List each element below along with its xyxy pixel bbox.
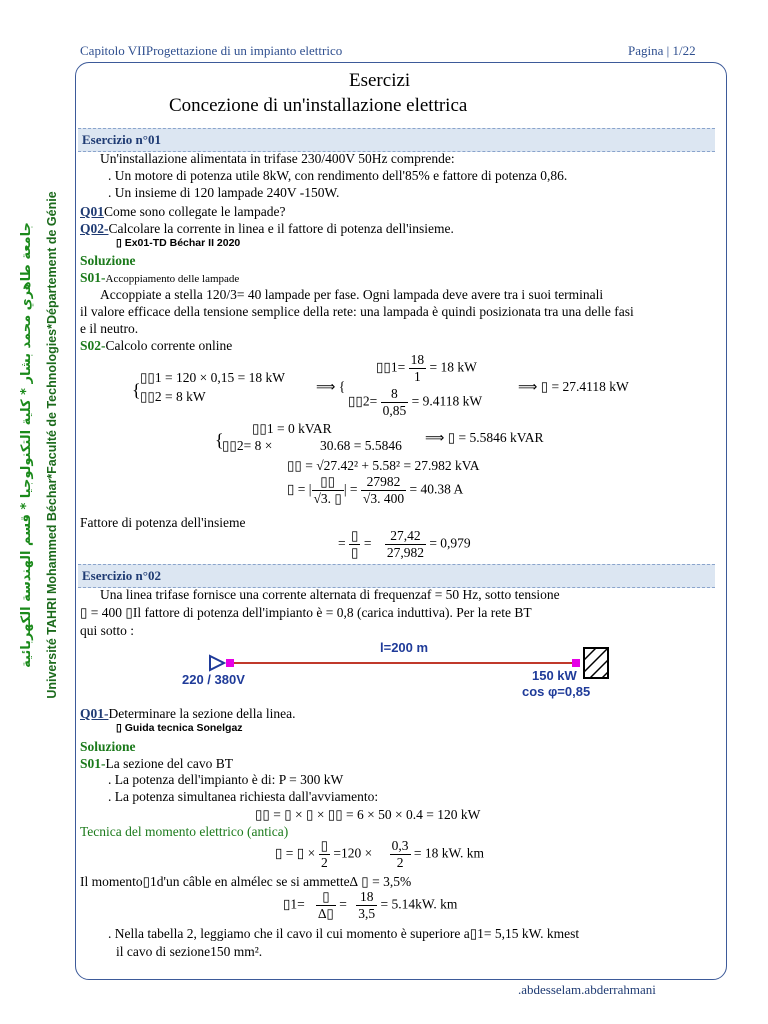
ex1-s02 xyxy=(80,338,232,354)
eq-a1-right: = 18 kW xyxy=(429,359,477,375)
eq-m-num2: 0,3 xyxy=(391,838,409,853)
page-title: Esercizi xyxy=(349,70,411,91)
eq-i-den2: √3. 400 xyxy=(362,491,405,506)
sidebar-french-text: Université TAHRI Mohammed Béchar*Faculté de Technologies*Département de Génie xyxy=(45,191,59,699)
eq-m1-num2: 18 xyxy=(356,889,377,906)
diagram-svg xyxy=(180,638,620,700)
eq-m1-left: ▯1= xyxy=(283,896,305,912)
cos-label: cos φ=0,85 xyxy=(522,684,591,699)
eq-m-right: = 18 kW. km xyxy=(413,845,485,861)
ex2-s01-label: S01- xyxy=(80,756,106,771)
eq-a1 xyxy=(376,352,477,385)
network-diagram xyxy=(180,638,620,700)
sidebar-arabic-text: جامعة طاهري محمد بشار * كلية التكنولوجيا * قسم الهندسة الكهربائية xyxy=(19,222,34,668)
s02-label: S02- xyxy=(80,338,106,353)
end-node xyxy=(572,659,580,667)
eq-q-result: ⟹ ▯ = 5.5846 kVAR xyxy=(425,430,544,445)
eq-m1-mid: = xyxy=(339,896,347,912)
eq-a1-den: 1 xyxy=(413,369,421,384)
eq-m-mid: =120 × xyxy=(333,845,373,861)
ex1-s01-p1: Accoppiate a stella 120/3= 40 lampade per fase. Ogni lampada deve avere tra i suoi terminali xyxy=(100,287,604,302)
eq-m-left: ▯ = ▯ × xyxy=(275,845,316,861)
ex1-reference: ▯ Ex01-TD Béchar II 2020 xyxy=(116,237,241,249)
brace-left-1: { xyxy=(132,380,141,400)
eq-pf-left: = xyxy=(338,535,346,551)
ex1-item-1: . Un motore di potenza utile 8kW, con rendimento dell'85% e fattore di potenza 0,86. xyxy=(108,168,568,183)
chapter-header: Capitolo VIIProgettazione di un impianto elettrico xyxy=(80,43,343,58)
eq-i-left: ▯ = xyxy=(287,481,306,497)
ex1-s01 xyxy=(80,270,239,286)
sidebar-vertical-text xyxy=(8,140,68,750)
eq-i-num1: ▯▯ xyxy=(312,474,344,491)
s02-title: Calcolo corrente online xyxy=(105,338,233,353)
eq-pf-right: = 0,979 xyxy=(429,535,471,551)
eq-m xyxy=(275,838,484,871)
eq-m1-num: ▯ xyxy=(316,889,336,906)
eq-i-num2: 27982 xyxy=(361,474,406,491)
eq-a1-left: ▯▯1= xyxy=(376,359,406,375)
q1-label: Q01 xyxy=(80,204,105,219)
ex2-s01-title: La sezione del cavo BT xyxy=(105,756,233,771)
author-footer: .abdesselam.abderrahmani xyxy=(518,982,656,997)
ex2-s01 xyxy=(80,756,233,772)
ex2-end-1: . Nella tabella 2, leggiamo che il cavo il cui momento è superiore a▯1= 5,15 kW. kmest xyxy=(108,926,580,941)
eq-a2-right: = 9.4118 kW xyxy=(411,393,483,409)
eq-p2: ▯▯2 = 8 kW xyxy=(140,389,206,404)
ex1-intro: Un'installazione alimentata in trifase 230/400V 50Hz comprende: xyxy=(100,151,455,166)
q2-text: Calcolare la corrente in linea e il fattore di potenza dell'insieme. xyxy=(108,221,454,236)
ex1-question-2 xyxy=(80,221,454,237)
exercise-1-heading: Esercizio n°01 xyxy=(82,132,161,147)
ex2-p2: ▯ = 400 ▯Il fattore di potenza dell'impianto è = 0,8 (carica induttiva). Per la rete BT xyxy=(80,605,532,620)
ex2-p1: Una linea trifase fornisce una corrente alternata di frequenzaf = 50 Hz, sotto tensione xyxy=(100,587,560,602)
eq-q2: ▯▯2= 8 × xyxy=(222,438,273,453)
power-label: 150 kW xyxy=(532,668,577,683)
ex2-reference: ▯ Guida tecnica Sonelgaz xyxy=(116,722,243,734)
exercise-2-band xyxy=(78,564,715,588)
ex1-solution-label: Soluzione xyxy=(80,253,136,268)
ex2-question-1 xyxy=(80,706,296,722)
eq-pf-den1: ▯ xyxy=(351,545,359,560)
ex1-item-2: . Un insieme di 120 lampade 240V -150W. xyxy=(108,185,340,200)
eq-a2 xyxy=(348,386,482,419)
eq-arrow-1: ⟹ { xyxy=(316,379,346,394)
eq-i-mid: = xyxy=(349,481,358,497)
eq-pf-den2: 27,982 xyxy=(386,545,424,560)
eq-q2b: 30.68 = 5.5846 xyxy=(320,438,402,453)
ex2-q1-text: Determinare la sezione della linea. xyxy=(108,706,296,721)
eq-p1: ▯▯1 = 120 × 0,15 = 18 kW xyxy=(140,370,285,385)
eq-p-result: ⟹ ▯ = 27.4118 kW xyxy=(518,379,629,394)
eq-s: ▯▯ = √27.42² + 5.58² = 27.982 kVA xyxy=(287,458,480,473)
eq-m1-den2: 3,5 xyxy=(358,906,376,921)
ex2-p3: qui sotto : xyxy=(80,623,135,638)
source-triangle-icon xyxy=(210,656,224,670)
eq-m1-right: = 5.14kW. km xyxy=(380,896,458,912)
tech-label: Tecnica del momento elettrico (antica) xyxy=(80,824,289,839)
eq-m-den: 2 xyxy=(320,855,328,870)
eq-pf-num2: 27,42 xyxy=(385,528,426,545)
eq-a2-den: 0,85 xyxy=(382,403,407,418)
eq-i: ▯ = | $\frac{▯▯}{√3. ▯}$ | = $\frac{27982}{√3. 400}$ = 40.38 A xyxy=(287,474,464,506)
q2-label: Q02- xyxy=(80,221,109,236)
eq-i-den1: √3. ▯ xyxy=(313,491,342,506)
q1-text: Come sono collegate le lampade? xyxy=(104,204,286,219)
page-number: Pagina | 1/22 xyxy=(628,43,696,58)
s01-label: S01- xyxy=(80,270,106,285)
voltage-label: 220 / 380V xyxy=(182,672,245,687)
eq-a2-num: 8 xyxy=(381,386,409,403)
ex1-question-1 xyxy=(80,204,285,220)
ex1-s01-p2: il valore efficace della tensione semplice della rete: una lampada è quindi posizionata tra una delle fasi xyxy=(80,304,634,319)
s01-title: Accoppiamento delle lampade xyxy=(105,273,240,285)
eq-i-right: = 40.38 A xyxy=(409,481,464,497)
eq-pf: = $\frac{▯}{▯}$ = $\frac{27,42}{27,982}$ = 0,979 xyxy=(338,528,471,560)
ex2-end-2: il cavo di sezione150 mm². xyxy=(116,944,263,959)
page-subtitle: Concezione di un'installazione elettrica xyxy=(169,95,468,116)
eq-m-num: ▯ xyxy=(320,838,329,853)
eq-pf-num1: ▯ xyxy=(351,528,359,543)
eq-q1: ▯▯1 = 0 kVAR xyxy=(252,421,332,436)
ex2-s01-a: . La potenza dell'impianto è di: P = 300 kW xyxy=(108,772,344,787)
eq-m1 xyxy=(283,889,457,922)
sidebar-svg xyxy=(8,140,68,750)
eq-a1-num: 18 xyxy=(410,352,425,367)
ex2-s01-b: . La potenza simultanea richiesta dall'avviamento: xyxy=(108,789,379,804)
ex1-s01-p3: e il neutro. xyxy=(80,321,139,336)
exercise-2-heading: Esercizio n°02 xyxy=(82,568,161,583)
eq-m-den2: 2 xyxy=(396,855,404,870)
exercise-1-band xyxy=(78,128,715,152)
eq-ps: ▯▯ = ▯ × ▯ × ▯▯ = 6 × 50 × 0.4 = 120 kW xyxy=(255,807,481,822)
ex2-solution-label: Soluzione xyxy=(80,739,136,754)
ex2-q1-label: Q01- xyxy=(80,706,109,721)
pf-label: Fattore di potenza dell'insieme xyxy=(80,515,246,530)
moment-text: Il momento▯1d'un câble en almélec se si ammette∆ ▯ = 3,5% xyxy=(80,874,412,889)
arrow-1: ⟹ xyxy=(316,379,336,394)
brace-left-2: { xyxy=(215,430,224,450)
eq-m1-den: ∆▯ xyxy=(318,906,334,921)
start-node xyxy=(226,659,234,667)
eq-a2-left: ▯▯2= xyxy=(348,393,378,409)
length-label: l=200 m xyxy=(380,640,429,655)
